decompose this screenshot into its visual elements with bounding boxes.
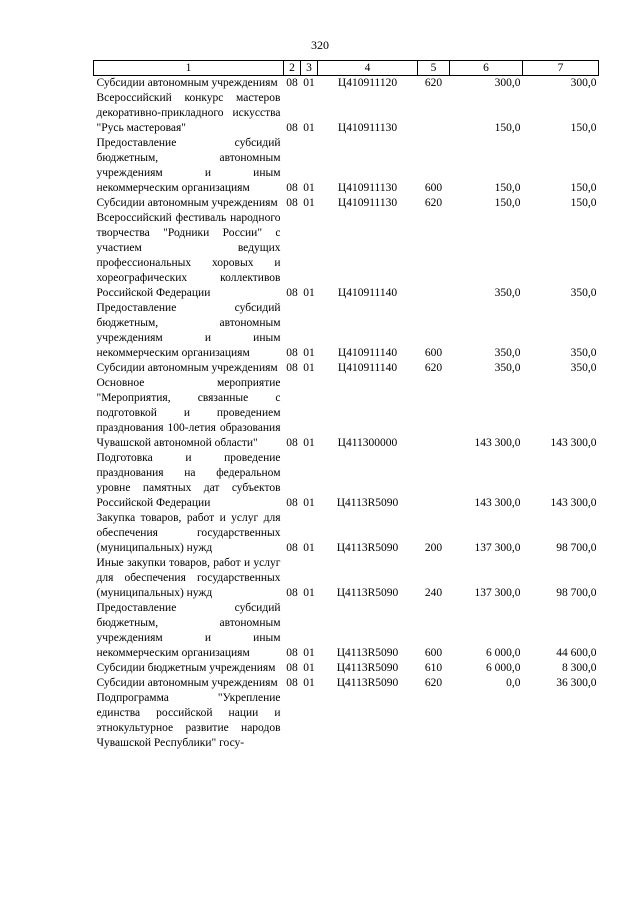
row-expense-type xyxy=(418,691,450,751)
row-section: 08 xyxy=(286,197,298,209)
row-target-article: Ц4113R5090 xyxy=(336,587,399,599)
table-row xyxy=(94,136,599,196)
table-row xyxy=(94,451,599,511)
header-col-6: 6 xyxy=(450,61,523,76)
row-amount-col6: 350,0 xyxy=(494,347,521,359)
row-description: Предоставление субсидий бюджетным, автономным учреждениям и иным некоммерческим организациям xyxy=(96,302,281,359)
row-amount-col7: 98 700,0 xyxy=(556,587,597,599)
row-expense-type xyxy=(418,376,450,451)
row-section: 08 xyxy=(286,287,298,299)
row-amount-col7: 350,0 xyxy=(570,362,597,374)
row-subsection: 01 xyxy=(303,437,315,449)
row-description: Субсидии автономным учреждениям xyxy=(96,677,278,689)
row-description: Предоставление субсидий бюджетным, автономным учреждениям и иным некоммерческим организациям xyxy=(96,602,281,659)
row-target-article: Ц410911130 xyxy=(337,182,398,194)
row-expense-type: 620 xyxy=(424,362,443,374)
table-row xyxy=(94,601,599,661)
table-row xyxy=(94,376,599,451)
row-section: 08 xyxy=(286,587,298,599)
row-amount-col6 xyxy=(450,691,523,751)
table-row xyxy=(94,511,599,556)
row-amount-col7: 350,0 xyxy=(570,287,597,299)
row-section: 08 xyxy=(286,362,298,374)
page-number: 320 xyxy=(311,38,329,52)
row-expense-type: 600 xyxy=(424,647,443,659)
row-subsection: 01 xyxy=(303,347,315,359)
table-row xyxy=(94,676,599,691)
row-amount-col6: 150,0 xyxy=(494,197,521,209)
row-amount-col7: 150,0 xyxy=(570,197,597,209)
row-description: Основное мероприятие "Мероприятия, связанные с подготовкой и проведением празднования 100-летия образования Чувашской автономной области" xyxy=(96,377,281,449)
row-subsection: 01 xyxy=(303,542,315,554)
row-amount-col7: 36 300,0 xyxy=(556,677,597,689)
row-target-article: Ц4113R5090 xyxy=(336,542,399,554)
header-col-7: 7 xyxy=(523,61,599,76)
row-section: 08 xyxy=(286,122,298,134)
row-amount-col6: 350,0 xyxy=(494,362,521,374)
row-amount-col7: 150,0 xyxy=(570,182,597,194)
budget-table xyxy=(93,60,599,751)
row-description: Предоставление субсидий бюджетным, автономным учреждениям и иным некоммерческим организациям xyxy=(96,137,281,194)
table-row xyxy=(94,361,599,376)
row-amount-col6: 350,0 xyxy=(494,287,521,299)
row-amount-col6: 150,0 xyxy=(494,182,521,194)
table-row xyxy=(94,91,599,136)
row-section: 08 xyxy=(286,347,298,359)
row-subsection: 01 xyxy=(303,287,315,299)
row-expense-type: 240 xyxy=(424,587,443,599)
row-target-article: Ц4113R5090 xyxy=(336,497,399,509)
row-amount-col6: 300,0 xyxy=(494,77,521,89)
row-subsection xyxy=(301,691,318,751)
row-amount-col7: 143 300,0 xyxy=(550,437,597,449)
row-amount-col7: 350,0 xyxy=(570,347,597,359)
row-amount-col7: 98 700,0 xyxy=(556,542,597,554)
row-target-article xyxy=(318,691,418,751)
row-section xyxy=(284,691,301,751)
row-amount-col6: 150,0 xyxy=(494,122,521,134)
table-row xyxy=(94,76,599,92)
row-expense-type: 600 xyxy=(424,347,443,359)
row-section: 08 xyxy=(286,497,298,509)
row-target-article: Ц410911140 xyxy=(337,347,398,359)
row-expense-type xyxy=(418,451,450,511)
row-description: Всероссийский конкурс мастеров декоративно-прикладного искусства "Русь мастеровая" xyxy=(96,92,281,134)
row-amount-col7: 300,0 xyxy=(570,77,597,89)
row-section: 08 xyxy=(286,437,298,449)
row-description: Подпрограмма "Укрепление единства российской нации и этнокультурное развитие народов Чувашской Республики" госу- xyxy=(96,692,281,749)
row-subsection: 01 xyxy=(303,497,315,509)
header-col-1: 1 xyxy=(94,61,284,76)
row-expense-type: 620 xyxy=(424,677,443,689)
row-amount-col7: 44 600,0 xyxy=(556,647,597,659)
table-row xyxy=(94,661,599,676)
row-expense-type xyxy=(418,91,450,136)
table-row xyxy=(94,211,599,301)
row-target-article: Ц410911140 xyxy=(337,287,398,299)
table-row xyxy=(94,556,599,601)
table-row xyxy=(94,196,599,211)
row-target-article: Ц410911130 xyxy=(337,122,398,134)
row-section: 08 xyxy=(286,77,298,89)
row-section: 08 xyxy=(286,182,298,194)
row-subsection: 01 xyxy=(303,677,315,689)
row-subsection: 01 xyxy=(303,662,315,674)
row-subsection: 01 xyxy=(303,647,315,659)
row-amount-col7: 8 300,0 xyxy=(562,662,597,674)
row-expense-type: 620 xyxy=(424,77,443,89)
row-description: Закупка товаров, работ и услуг для обеспечения государственных (муниципальных) нужд xyxy=(96,512,281,554)
row-section: 08 xyxy=(286,662,298,674)
row-subsection: 01 xyxy=(303,197,315,209)
row-amount-col6: 0,0 xyxy=(506,677,521,689)
row-amount-col6: 143 300,0 xyxy=(474,497,521,509)
table-row xyxy=(94,691,599,751)
row-description: Субсидии автономным учреждениям xyxy=(96,362,278,374)
row-amount-col6: 6 000,0 xyxy=(486,647,521,659)
row-target-article: Ц411300000 xyxy=(337,437,398,449)
row-target-article: Ц4113R5090 xyxy=(336,677,399,689)
row-amount-col6: 6 000,0 xyxy=(486,662,521,674)
row-section: 08 xyxy=(286,647,298,659)
row-description: Субсидии бюджетным учреждениям xyxy=(96,662,276,674)
row-subsection: 01 xyxy=(303,122,315,134)
row-description: Субсидии автономным учреждениям xyxy=(96,77,278,89)
header-col-5: 5 xyxy=(418,61,450,76)
row-expense-type: 620 xyxy=(424,197,443,209)
row-subsection: 01 xyxy=(303,362,315,374)
row-subsection: 01 xyxy=(303,587,315,599)
row-amount-col6: 143 300,0 xyxy=(474,437,521,449)
header-col-2: 2 xyxy=(284,61,301,76)
row-amount-col7: 150,0 xyxy=(570,122,597,134)
row-expense-type xyxy=(418,211,450,301)
row-amount-col7: 143 300,0 xyxy=(550,497,597,509)
row-section: 08 xyxy=(286,542,298,554)
header-col-3: 3 xyxy=(301,61,318,76)
row-subsection: 01 xyxy=(303,77,315,89)
row-amount-col7 xyxy=(523,691,599,751)
header-col-4: 4 xyxy=(318,61,418,76)
table-row xyxy=(94,301,599,361)
row-target-article: Ц410911130 xyxy=(337,197,398,209)
row-description: Подготовка и проведение празднования на федеральном уровне памятных дат субъектов Российской Федерации xyxy=(96,452,281,509)
row-description: Иные закупки товаров, работ и услуг для обеспечения государственных (муниципальных) нужд xyxy=(96,557,281,599)
row-expense-type: 600 xyxy=(424,182,443,194)
row-expense-type: 610 xyxy=(424,662,443,674)
row-amount-col6: 137 300,0 xyxy=(474,542,521,554)
row-description: Субсидии автономным учреждениям xyxy=(96,197,278,209)
row-expense-type: 200 xyxy=(424,542,443,554)
row-target-article: Ц410911140 xyxy=(337,362,398,374)
row-target-article: Ц4113R5090 xyxy=(336,647,399,659)
row-target-article: Ц410911120 xyxy=(337,77,398,89)
table-header-row xyxy=(94,61,599,76)
row-target-article: Ц4113R5090 xyxy=(336,662,399,674)
row-section: 08 xyxy=(286,677,298,689)
row-description: Всероссийский фестиваль народного творчества "Родники России" с участием ведущих профессиональных хоровых и хореографических коллективов Российской Федерации xyxy=(96,212,281,299)
row-amount-col6: 137 300,0 xyxy=(474,587,521,599)
row-subsection: 01 xyxy=(303,182,315,194)
